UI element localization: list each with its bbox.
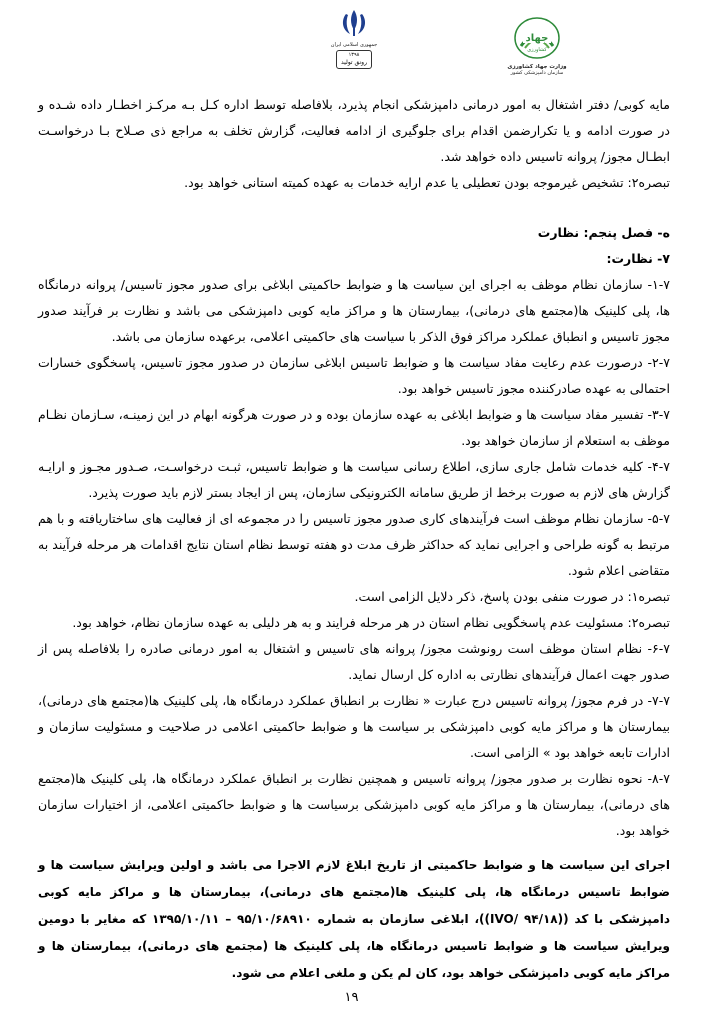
page-number: ۱۹: [344, 990, 359, 1005]
note-1: تبصره۱: در صورت منفی بودن پاسخ، ذکر دلایل الزامی است.: [354, 589, 670, 604]
clause-7-2: ۲-۷- درصورت عدم رعایت مفاد سیاست ها و ضوابط تاسیس ابلاغی سازمان در صدور مجوز تاسیس، پاسخگوی خسارات احتمالی به عهده صادرکننده مجوز تاسیس خواهد بود.: [38, 355, 670, 396]
iran-emblem-logo: [320, 8, 388, 84]
ministry-caption: وزارت جهاد کشاورزی: [507, 64, 567, 70]
intro-paragraph: مایه کوبی/ دفتر اشتغال به امور درمانی دامپزشکی انجام پذیرد، بلافاصله توسط اداره کـل بـه مرکـز اخطـار داده شـده و در صورت ادامه و یا تکرارضمن اقدام برای جلوگیری از ادامه فعالیت، گزارش تخلف به مراجع ذی صـلاح بـا درخواسـت ابطـال مجوز/ پروانه تاسیس داده خواهد شد.: [38, 97, 670, 164]
section-spacer: [38, 196, 670, 220]
clause-7-6: ۶-۷- نظام استان موظف است رونوشت مجوز/ پروانه های تاسیس و اشتغال به امور درمانی صادره را بلافاصله پس از صدور جهت اعمال فرآیندهای نظارتی به اداره کل ارسال نماید.: [38, 641, 670, 682]
page-header: [0, 6, 703, 88]
clause-7-7: ۷-۷- در فرم مجوز/ پروانه تاسیس درج عبارت « نظارت بر انطباق عملکرد درمانگاه ها، پلی کلینیک ها(مجتمع های درمانی)، بیمارستان ها و مراکز مایه کوبی دامپزشکی بر سیاست ها و ضوابط حاکمیتی اعلامی در صلاحیت و مسئولیت سازمان و ادارات تابعه خواهد بود » الزامی است.: [38, 693, 670, 760]
clause-7-1: ۱-۷- سازمان نظام موظف به اجرای این سیاست ها و ضوابط حاکمیتی ابلاغی برای صدور مجوز تاسیس/ پروانه درمانگاه ها، پلی کلینیک ها(مجتمع های درمانی)، بیمارستان ها و مراکز مایه کوبی دامپزشکی می باشد و نظارت بر فرآیند صدور مجوز تاسیس و انطباق عملکرد مراکز فوق الذکر با سیاست های حاکمیتی اعلامی، برعهده سازمان می باشد.: [38, 277, 670, 344]
slogan-year: ۱۳۹۸: [348, 52, 360, 58]
right-logo-word: جهاد: [525, 33, 549, 44]
clause-7-5: ۵-۷- سازمان نظام موظف است فرآیندهای کاری صدور مجوز تاسیس را در مجموعه ای از فعالیت های ساختاریافته و با هم مرتبط به گونه طراحی و اجرایی نماید که حداکثر ظرف مدت دو هفته توسط نظام استان نتایج اقدامات هر مرحله فرآیند به متقاضی اعلام شود.: [38, 511, 670, 578]
republic-caption: جمهوری اسلامی ایران: [330, 42, 378, 48]
clause-7-3: ۳-۷- تفسیر مفاد سیاست ها و ضوابط ابلاغی به عهده سازمان بوده و در صورت هرگونه ابهام در این زمینـه، سـازمان نظـام موظف به استعلام از سازمان خواهد بود.: [38, 407, 670, 448]
section-heading: ۷- نظارت:: [606, 251, 670, 266]
document-body: [38, 92, 670, 987]
iran-emblem-icon: [337, 8, 371, 38]
jihad-agriculture-logo: [499, 16, 575, 82]
clause-7-8: ۸-۷- نحوه نظارت بر صدور مجوز/ پروانه تاسیس و همچنین نظارت بر انطباق عملکرد درمانگاه ها، پلی کلینیک ها(مجتمع های درمانی)، بیمارستان ها و مراکز مایه کوبی دامپزشکی برسیاست ها و ضوابط حاکمیتی اعلامی، از اختیارات سازمان خواهد بود.: [38, 771, 670, 838]
right-logo-subword: کشاورزی: [527, 47, 547, 53]
slogan-text: رونق تولید: [341, 59, 367, 66]
note-2-service: تبصره۲: تشخیص غیرموجه بودن تعطیلی یا عدم ارایه خدمات به عهده کمیته استانی خواهد بود.: [184, 175, 670, 190]
organization-caption: سازمان دامپزشکی کشور: [510, 70, 564, 76]
jihad-emblem-icon: [513, 16, 561, 60]
chapter-heading: ه- فصل پنجم: نظارت: [537, 225, 670, 240]
note-2-responsibility: تبصره۲: مسئولیت عدم پاسخگویی نظام استان در هر مرحله فرایند و به هر دلیلی به عهده سازمان نظام، خواهد بود.: [72, 615, 670, 630]
clause-7-4: ۴-۷- کلیه خدمات شامل جاری سازی، اطلاع رسانی سیاست ها و ضوابط تاسیس، ثبـت درخواسـت، صـدور مجـوز و ارایـه گزارش های لازم به صورت برخط از طریق سامانه الکترونیکی سازمان، پس از ایجاد بستر لازم باید صورت پذیرد.: [38, 459, 670, 500]
final-enforcement-paragraph: اجرای این سیاست ها و ضوابط حاکمیتی از تاریخ ابلاغ لازم الاجرا می باشد و اولین ویرایش سیاست ها و ضوابط تاسیس درمانگاه ها، پلی کلینیک ها(مجتمع های درمانی)، بیمارستان ها و مراکز مایه کوبی دامپزشکی با کد ((IVO/ ۹۴/۱۸))، ابلاغی سازمان به شماره ۹۵/۱۰/۶۸۹۱۰ – ۱۳۹۵/۱۰/۱۱ که مغایر با دومین ویرایش سیاست ها و ضوابط تاسیس درمانگاه ها، پلی کلینیک ها (مجتمع های درمانی)، بیمارستان ها و مراکز مایه کوبی دامپزشکی خواهد بود، کان لم یکن و ملغی اعلام می شود.: [38, 858, 671, 980]
slogan-badge: [336, 50, 372, 69]
